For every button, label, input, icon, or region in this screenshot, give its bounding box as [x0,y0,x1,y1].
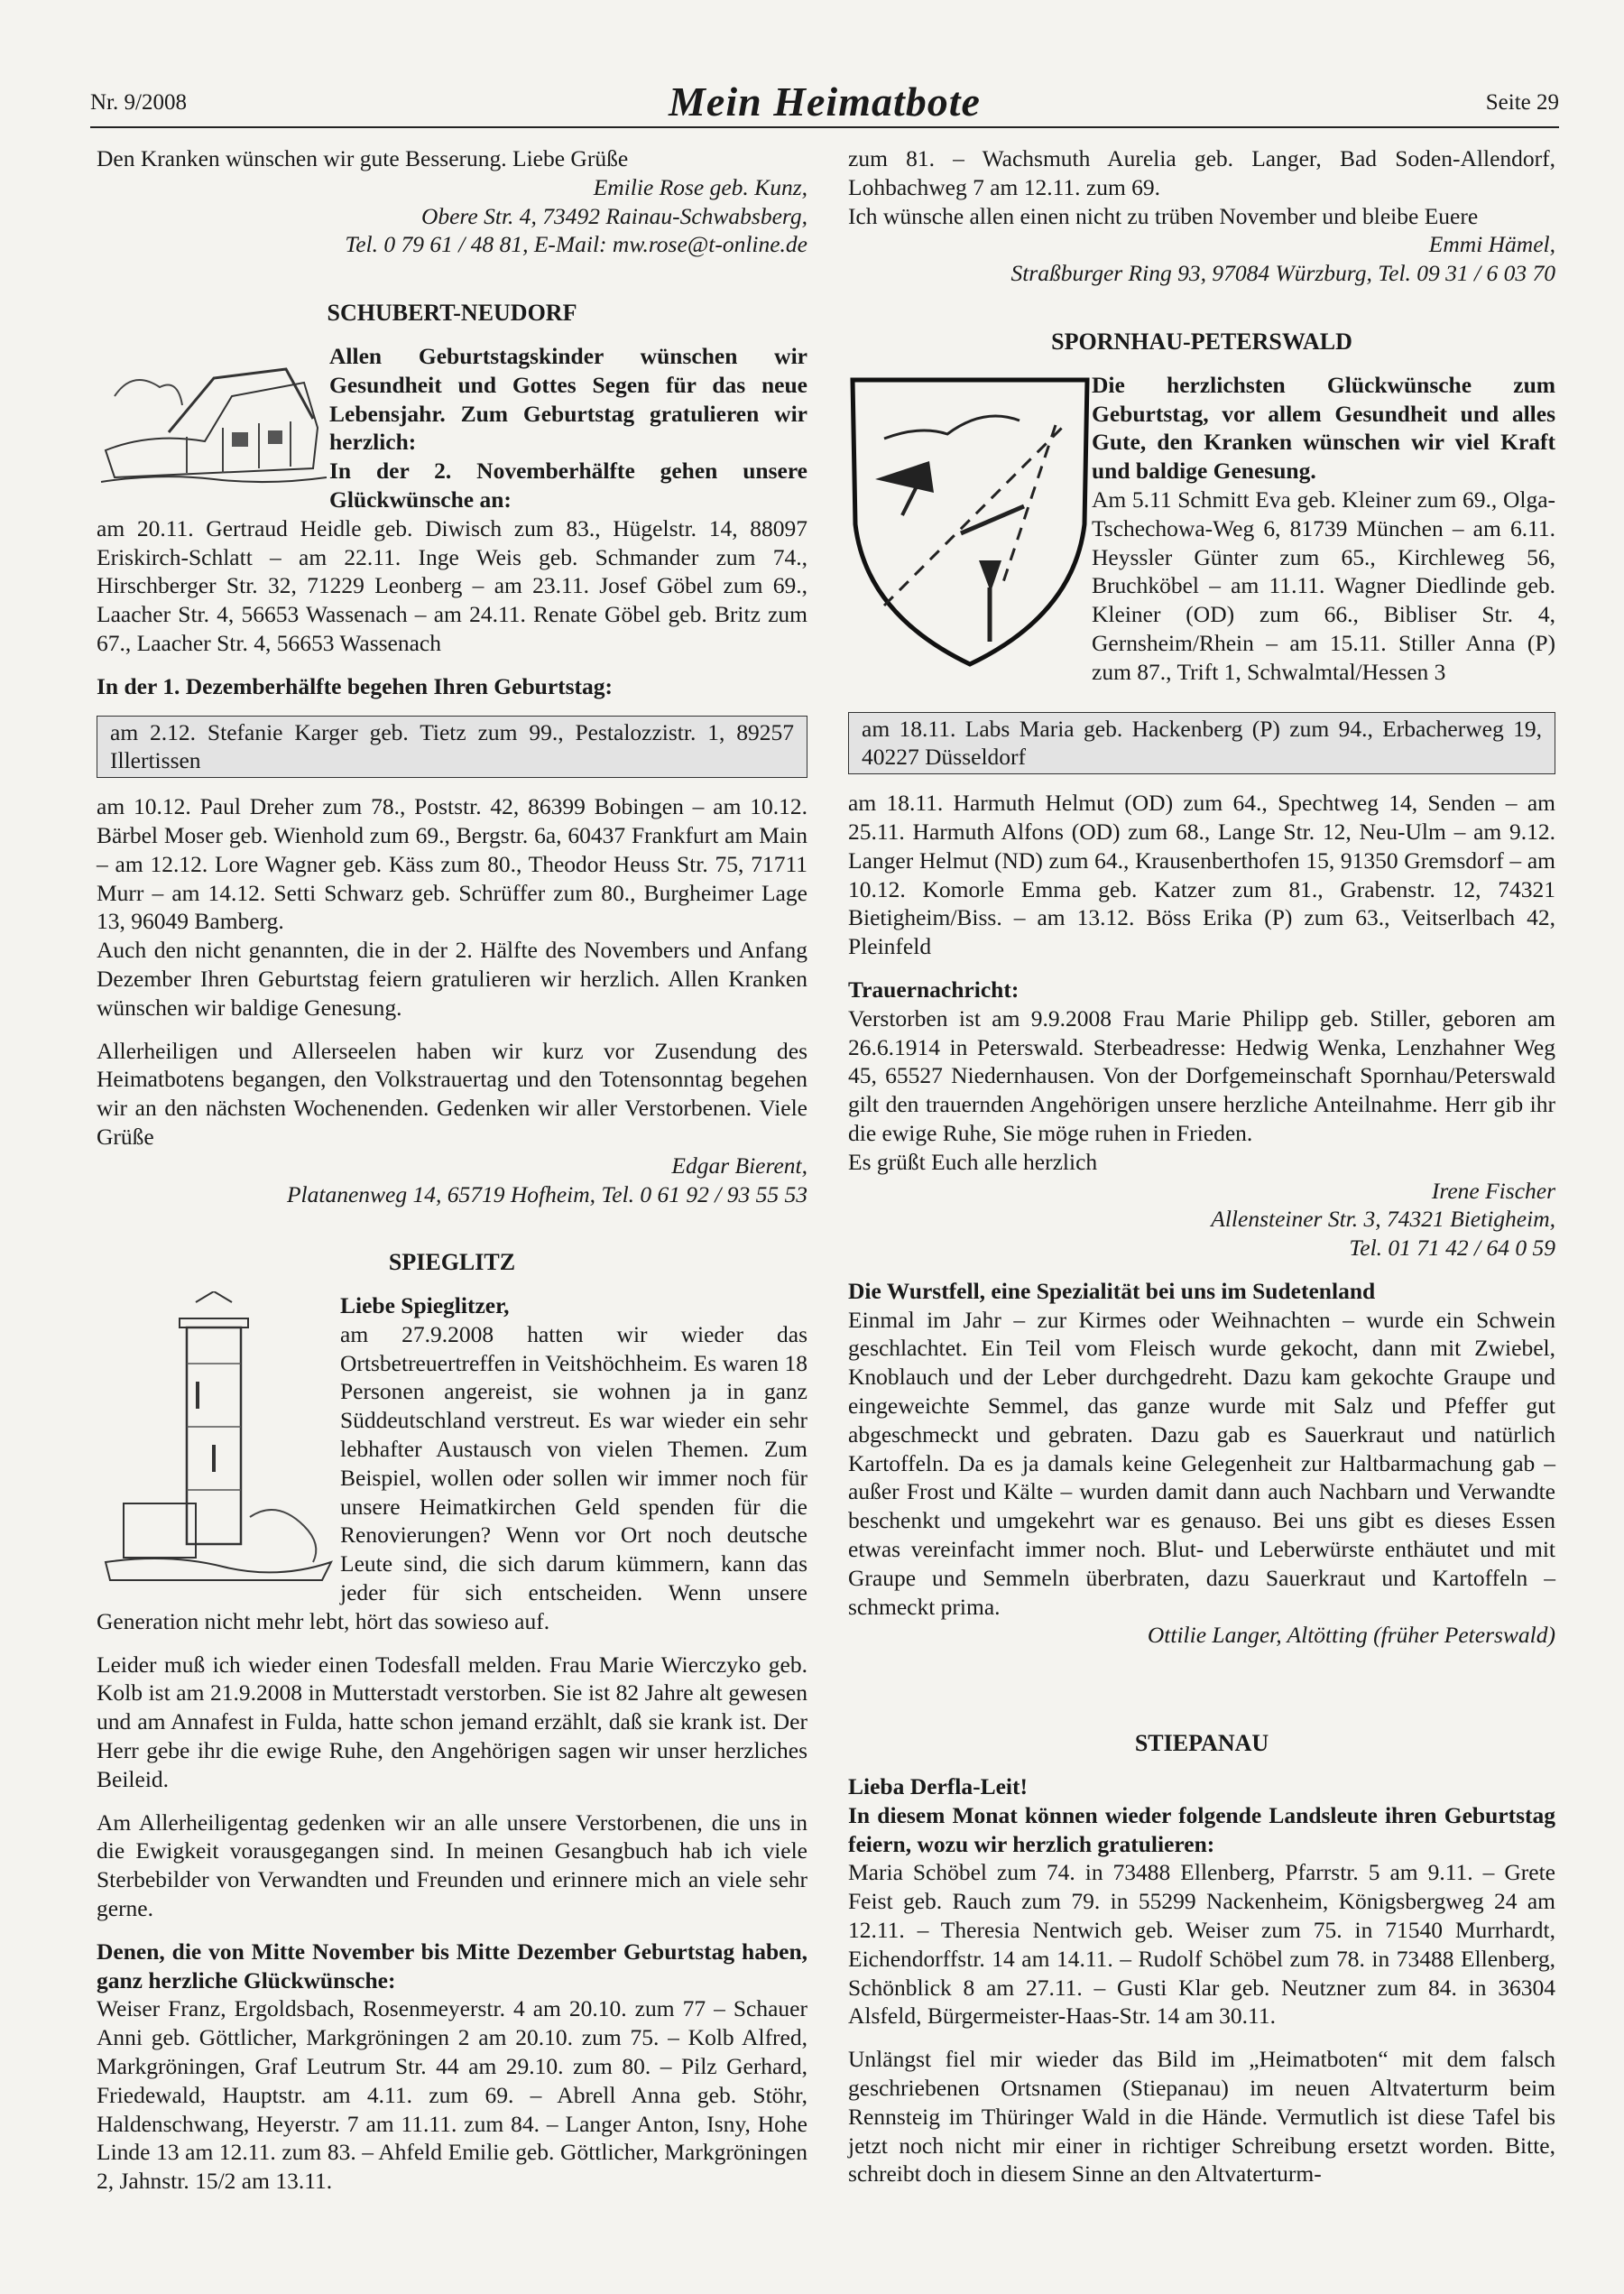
farmhouse-illustration [97,342,329,500]
signature: Tel. 0 79 61 / 48 81, E-Mail: mw.rose@t-online.de [345,231,807,258]
page-number: Seite 29 [1485,90,1559,115]
paragraph: Leider muß ich wieder einen Todesfall melden. Frau Marie Wierczyko geb. Kolb ist am 21.9.2008 in Mutterstadt verstorben. Sie ist 82 Jahre alt gewesen und am Annafest in Fulda, hatte schon jemand erzählt, daß sie krank ist. Der Herr gebe ihr die ewige Ruhe, den Angehörigen sagen wir unser herzliches Beileid. [97,1651,807,1792]
paragraph: Ich wünsche allen einen nicht zu trüben November und bleibe Euere [848,202,1479,229]
paragraph: am 20.11. Gertraud Heidle geb. Diwisch zum 83., Hügelstr. 14, 88097 Eriskirch-Schlatt – am 22.11. Inge Weis geb. Schmander zum 74., Hirschberger Str. 32, 71229 Leonberg – am 23.11. Josef Göbel zum 69., Laacher Str. 4, 56653 Wassenach – am 24.11. Renate Göbel geb. Britz zum 67., Laacher Str. 4, 56653 Wassenach [97,514,807,656]
schubert-subheading: In der 2. Novemberhälfte gehen unsere Glückwünsche an: [329,458,807,513]
coat-of-arms-illustration [848,371,1092,669]
spornhau-intro: Die herzlichsten Glückwünsche zum Geburtstag, vor allem Gesundheit und alles Gute, den Kranken wünschen wir viel Kraft und baldige Genesung. [1092,371,1555,485]
spieglitz-greeting: Liebe Spieglitzer, [340,1292,510,1319]
paragraph: Allerheiligen und Allerseelen haben wir kurz vor Zusendung des Heimatbotens begangen, den Volkstrauertag und den Totensonntag begehen wir an den nächsten Wochenenden. Gedenken wir aller Verstorbenen. Viele Grüße [97,1037,807,1150]
highlight-text: am 18.11. Labs Maria geb. Hackenberg (P) zum 94., Erbacherweg 19, 40227 Düsseldorf [862,715,1542,771]
paragraph: Es grüßt Euch alle herzlich [848,1148,1098,1175]
signature: Obere Str. 4, 73492 Rainau-Schwabsberg, [420,202,807,229]
signature: Irene Fischer [1431,1177,1555,1204]
signature: Platanenweg 14, 65719 Hofheim, Tel. 0 61 92 / 93 55 53 [286,1180,807,1207]
signature: Allensteiner Str. 3, 74321 Bietigheim, [1211,1206,1555,1233]
trauer-heading: Trauernachricht: [848,976,1020,1003]
signature: Emmi Hämel, [1428,231,1555,258]
section-heading-schubert: SCHUBERT-NEUDORF [327,300,577,327]
paragraph: Einmal im Jahr – zur Kirmes oder Weihnachten – wurde ein Schwein geschlachtet. Ein Teil vom Fleisch wurde gekocht, dann mit Zwiebel, Knoblauch und der Leber durchgedreht. Dazu kam gekochte Graupe und eingeweichte Semmel, das ganze wurde mit Salz und Pfeffer gut abgeschmeckt und gebraten. Dazu gab es Sauerkraut und natürlich Kartoffeln. Da es ja damals keine Gelegenheit zur Haltbarmachung gab – außer Frost und Kälte – wurden damit dann auch Nachbarn und Verwandte beschenkt und umgekehrt war es genauso. Bei uns gibt es dieses Essen etwas vereinfacht immer noch. Blut- und Leberwürste enthäutet und mit Graupe und Semmeln überbraten, dazu Sauerkraut und Kartoffeln – schmeckt prima. [848,1306,1555,1620]
signature: Edgar Bierent, [671,1152,807,1179]
paragraph: Auch den nicht genannten, die in der 2. Hälfte des Novembers und Anfang Dezember Ihren Geburtstag feiern gratulieren wir herzlich. Allen Kranken wünschen wir baldige Genesung. [97,937,807,1021]
paragraph: Verstorben ist am 9.9.2008 Frau Marie Philipp geb. Stiller, geboren am 26.6.1914 in Peterswald. Sterbeadresse: Hedwig Wenka, Lenzhahner Weg 45, 65527 Niedernhausen. Von der Dorfgemeinschaft Spornhau/Peterswald gilt den trauernden Angehörigen unsere herzliche Anteilnahme. Herr gib ihr die ewige Ruhe, Sie möge ruhen in Frieden. [848,1004,1555,1146]
tower-illustration [97,1291,340,1589]
signature: Ottilie Langer, Altötting (früher Peterswald) [1147,1622,1555,1649]
paragraph: Weiser Franz, Ergoldsbach, Rosenmeyerstr. 4 am 20.10. zum 77 – Schauer Anni geb. Göttlicher, Markgröningen 2 am 20.10. zum 75. – Kolb Alfred, Markgröningen, Graf Leutrum Str. 44 am 29.10. zum 80. – Pilz Gerhard, Friedewald, Hauptstr. am 4.11. zum 69. – Abrell Anna geb. Stöhr, Haldenschwang, Heyerstr. 7 am 11.11. zum 84. – Langer Anton, Isny, Hohe Linde 13 am 12.11. zum 83. – Ahfeld Emilie geb. Göttlicher, Markgröningen 2, Jahnstr. 15/2 am 13.11. [97,1995,807,2195]
paragraph: Maria Schöbel zum 74. in 73488 Ellenberg, Pfarrstr. 5 am 9.11. – Grete Feist geb. Rauch zum 79. in 55299 Nackenheim, Königsbergweg 24 am 12.11. – Theresia Nentwich geb. Weiser zum 75. in 71540 Murrhardt, Eichendorffstr. 14 am 14.11. – Rudolf Schöbel zum 78. in 73488 Ellenberg, Schönblick 8 am 27.11. – Gusti Klar geb. Neutzner zum 84. in 36304 Alsfeld, Bürgermeister-Haas-Str. 14 am 30.11. [848,1859,1555,2030]
right-column [848,144,1555,2188]
section-heading-stiepanau: STIEPANAU [1134,1730,1269,1757]
section-heading-spornhau: SPORNHAU-PETERSWALD [1051,328,1352,355]
paragraph: Unlängst fiel mir wieder das Bild im „Heimatboten“ mit dem falsch geschriebenen Ortsnamen (Stiepanau) im neuen Altvaterturm beim Rennsteig im Thüringer Wald in die Hände. Vermutlich ist diese Tafel bis jetzt noch nicht mir einer in richtiger Schreibung ersetzt worden. Bitte, schreibt doch in diesem Sinne an den Altvaterturm- [848,2046,1555,2188]
highlight-box [97,716,807,779]
section-heading-spieglitz: SPIEGLITZ [388,1249,516,1276]
paragraph: Am 5.11 Schmitt Eva geb. Kleiner zum 69., Olga-Tschechowa-Weg 6, 81739 München – am 6.11. Heyssler Günter zum 65., Kirchleweg 56, Bruchköbel – am 11.11. Wagner Diedlinde geb. Kleiner (OD) zum 66., Bibliser Str. 4, Gernsheim/Rhein – am 15.11. Stiller Anna (P) zum 87., Trift 1, Schwalmtal/Hessen 3 [1092,486,1555,685]
paragraph: Am Allerheiligentag gedenken wir an alle unsere Verstorbenen, die uns in die Ewigkeit vorausgegangen sind. In meinen Gesangbuch hab ich viele Sterbebilder von Verwandten und Freunden und erinnere mich an viele sehr gerne. [97,1808,807,1922]
paragraph: am 27.9.2008 hatten wir wieder das Ortsbetreuertreffen in Veitshöchheim. Es waren 18 Personen angereist, sie wohnen ja in ganz Süddeutschland verstreut. Es war wieder ein sehr lebhafter Austausch von vielen Themen. Zum Beispiel, wollen oder sollen wir immer noch für unsere Heimatkirchen Geld spenden für die Renovierungen? Wenn vor Ort noch deutsche Leute sind, die sich darum kümmern, kann das jeder für sich entscheiden. Wenn unsere Generation nicht mehr lebt, hört das sowieso auf. [97,1320,807,1634]
wurst-heading: Die Wurstfell, eine Spezialität bei uns im Sudetenland [848,1277,1376,1304]
paragraph: zum 81. – Wachsmuth Aurelia geb. Langer, Bad Soden-Allendorf, Lohbachweg 7 am 12.11. zum 69. [848,145,1555,200]
issue-number: Nr. 9/2008 [90,90,187,115]
paragraph: Den Kranken wünschen wir gute Besserung. Liebe Grüße [97,145,629,171]
signature: Emilie Rose geb. Kunz, [593,173,807,200]
paragraph: am 10.12. Paul Dreher zum 78., Poststr. 42, 86399 Bobingen – am 10.12. Bärbel Moser geb. Wienhold zum 69., Bergstr. 6a, 60437 Frankfurt am Main – am 12.12. Lore Wagner geb. Käss zum 80., Theodor Heuss Str. 75, 71711 Murr – am 14.12. Setti Schwarz geb. Schrüffer zum 80., Burgheimer Lage 13, 96049 Bamberg. [97,793,807,935]
highlight-box [848,712,1555,775]
page-header [90,79,1559,128]
schubert-intro: Allen Geburtstagskinder wünschen wir Gesundheit und Gottes Segen für das neue Lebensjahr. Zum Geburtstag gratulieren wir herzlich: [329,342,807,456]
stiepanau-subheading: In diesem Monat können wieder folgende Landsleute ihren Geburtstag feiern, wozu wir herzlich gratulieren: [848,1801,1555,1857]
spieglitz-subheading: Denen, die von Mitte November bis Mitte Dezember Geburtstag haben, ganz herzliche Glückwünsche: [97,1938,807,1993]
masthead: Mein Heimatbote [669,79,981,125]
signature: Straßburger Ring 93, 97084 Würzburg, Tel. 09 31 / 6 03 70 [1010,260,1555,287]
left-column [97,144,807,2196]
stiepanau-greeting: Lieba Derfla-Leit! [848,1773,1028,1800]
highlight-text: am 2.12. Stefanie Karger geb. Tietz zum 99., Pestalozzistr. 1, 89257 Illertissen [110,718,794,774]
paragraph: am 18.11. Harmuth Helmut (OD) zum 64., Spechtweg 14, Senden – am 25.11. Harmuth Alfons (OD) zum 68., Lange Str. 12, Neu-Ulm – am 9.12. Langer Helmut (ND) zum 64., Krausenberthofen 15, 91350 Gremsdorf – am 10.12. Komorle Emma geb. Katzer zum 81., Grabenstr. 12, 74321 Bietigheim/Biss. – am 13.12. Böss Erika (P) zum 63., Veitserlbach 42, Pleinfeld [848,790,1555,960]
signature: Tel. 01 71 42 / 64 0 59 [1349,1235,1555,1262]
schubert-subheading-2: In der 1. Dezemberhälfte begehen Ihren Geburtstag: [97,672,614,699]
